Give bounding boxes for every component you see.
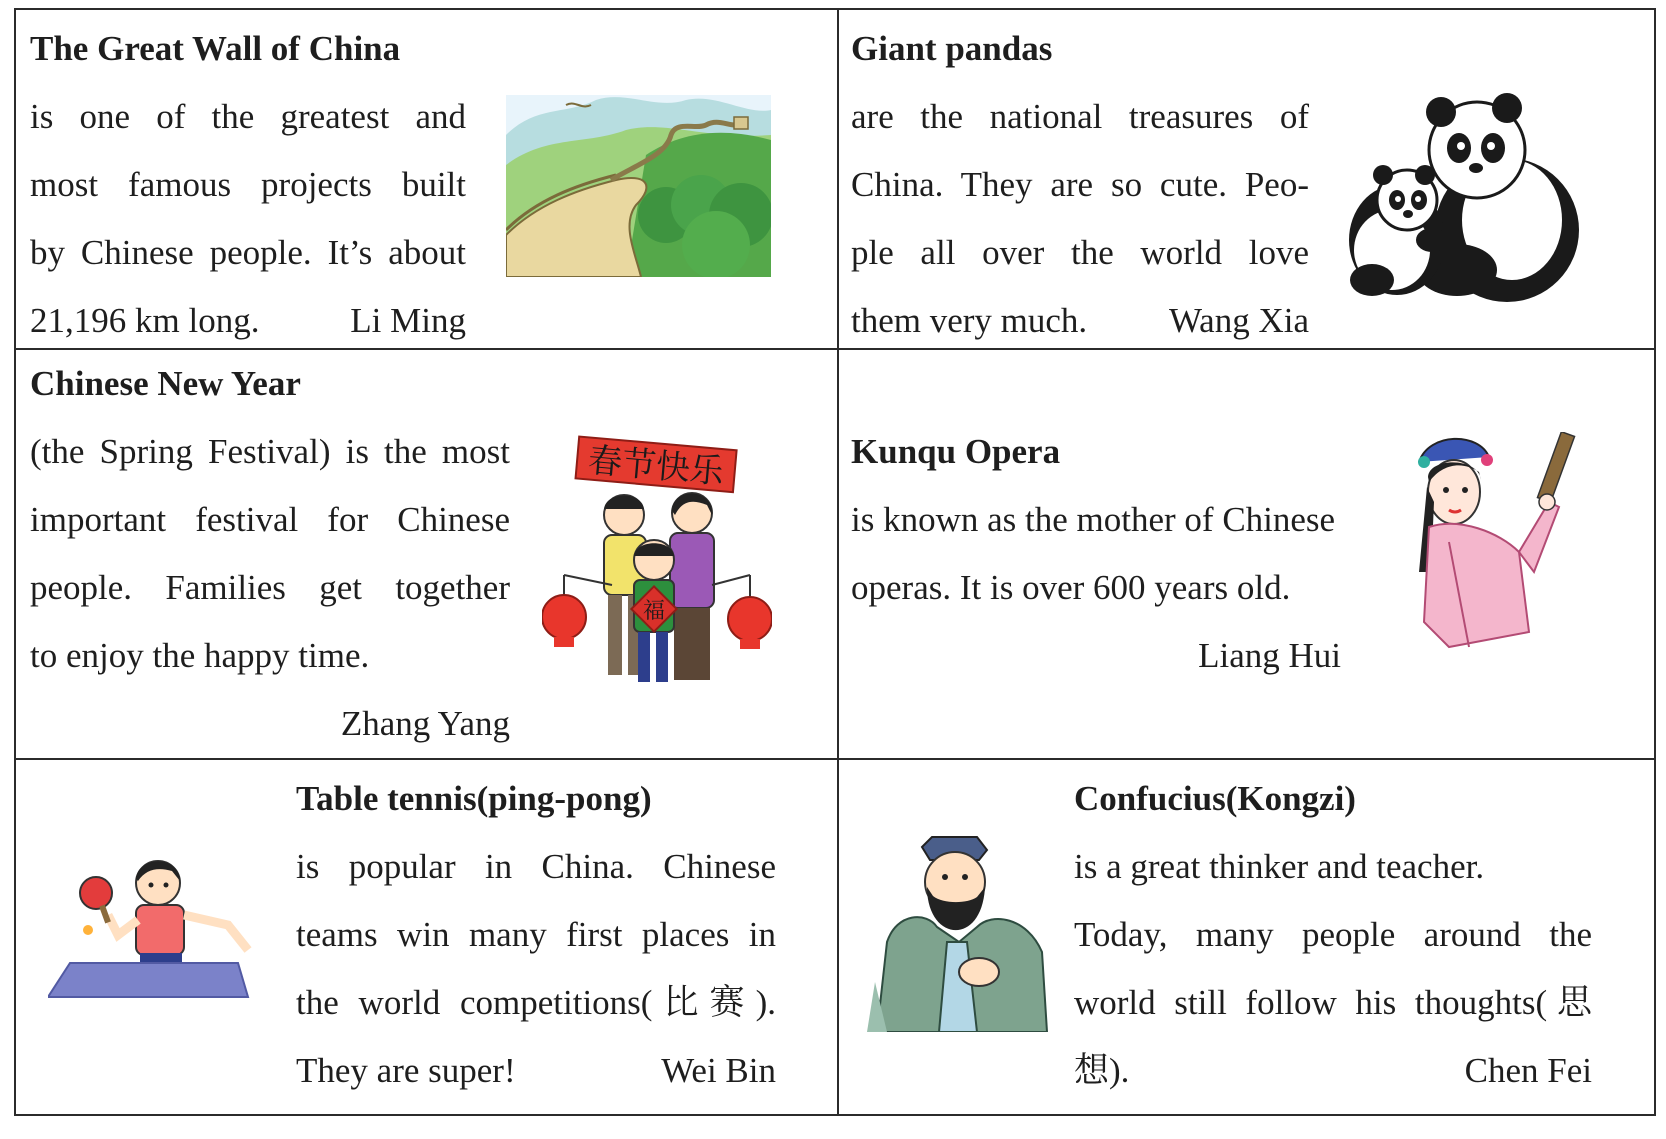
- card-line: them very much.: [851, 301, 1088, 340]
- card-title: Confucius(Kongzi): [1074, 779, 1356, 818]
- card-line: world still follow his thoughts(思: [1074, 983, 1592, 1022]
- great-wall-illustration: [506, 95, 771, 277]
- card-line: Today, many people around the: [1074, 915, 1592, 954]
- card-title: Kunqu Opera: [851, 432, 1061, 471]
- card-text: [296, 765, 776, 1105]
- card-line: people. Families get together: [30, 568, 510, 607]
- card-line: is a great thinker and teacher.: [1074, 847, 1485, 886]
- card-text: [851, 418, 1371, 690]
- card-line: to enjoy the happy time.: [30, 636, 370, 675]
- card-author: Zhang Yang: [340, 704, 510, 743]
- card-text: [30, 15, 466, 350]
- card-great-wall: [16, 10, 839, 350]
- card-title: The Great Wall of China: [30, 29, 401, 68]
- card-line: by Chinese people. It’s about: [30, 233, 466, 272]
- card-line: is popular in China. Chinese: [296, 847, 776, 886]
- card-line: They are super!: [296, 1051, 516, 1090]
- card-line: ple all over the world love: [851, 233, 1309, 272]
- card-author: Wei Bin: [661, 1051, 776, 1090]
- info-card-grid: [14, 8, 1656, 1116]
- card-line: important festival for Chinese: [30, 500, 510, 539]
- pandas-illustration: [1347, 90, 1587, 305]
- card-line: is known as the mother of Chinese: [851, 500, 1336, 539]
- opera-singer-illustration: [1409, 432, 1579, 657]
- card-text: [1074, 765, 1592, 1105]
- card-line: most famous projects built: [30, 165, 466, 204]
- banner-text: 春节快乐: [586, 440, 726, 493]
- card-table-tennis: [16, 760, 839, 1114]
- card-line: are the national treasures of: [851, 97, 1309, 136]
- new-year-family-illustration: [542, 435, 772, 700]
- confucius-illustration: [867, 832, 1052, 1032]
- card-line: 想).: [1074, 1051, 1130, 1090]
- card-line: China. They are so cute. Peo-: [851, 165, 1309, 204]
- door-char-text: 福: [642, 599, 666, 624]
- card-text: [30, 350, 510, 758]
- card-chinese-new-year: [16, 350, 839, 760]
- card-author: Chen Fei: [1464, 1051, 1592, 1090]
- card-line: 21,196 km long.: [30, 301, 260, 340]
- card-line: (the Spring Festival) is the most: [30, 432, 510, 471]
- card-line: operas. It is over 600 years old.: [851, 568, 1291, 607]
- card-kunqu-opera: [839, 350, 1654, 760]
- card-line: teams win many first places in: [296, 915, 776, 954]
- card-title: Giant pandas: [851, 29, 1053, 68]
- card-author: Wang Xia: [1168, 301, 1309, 340]
- card-confucius: [839, 760, 1654, 1114]
- card-text: [851, 15, 1309, 350]
- card-line: is one of the greatest and: [30, 97, 466, 136]
- card-line: the world competitions(比赛).: [296, 983, 776, 1022]
- card-title: Table tennis(ping-pong): [296, 779, 652, 818]
- card-author: Li Ming: [350, 301, 466, 340]
- card-author: Liang Hui: [1198, 636, 1341, 675]
- card-title: Chinese New Year: [30, 364, 301, 403]
- card-giant-pandas: [839, 10, 1654, 350]
- table-tennis-player-illustration: [48, 845, 258, 1005]
